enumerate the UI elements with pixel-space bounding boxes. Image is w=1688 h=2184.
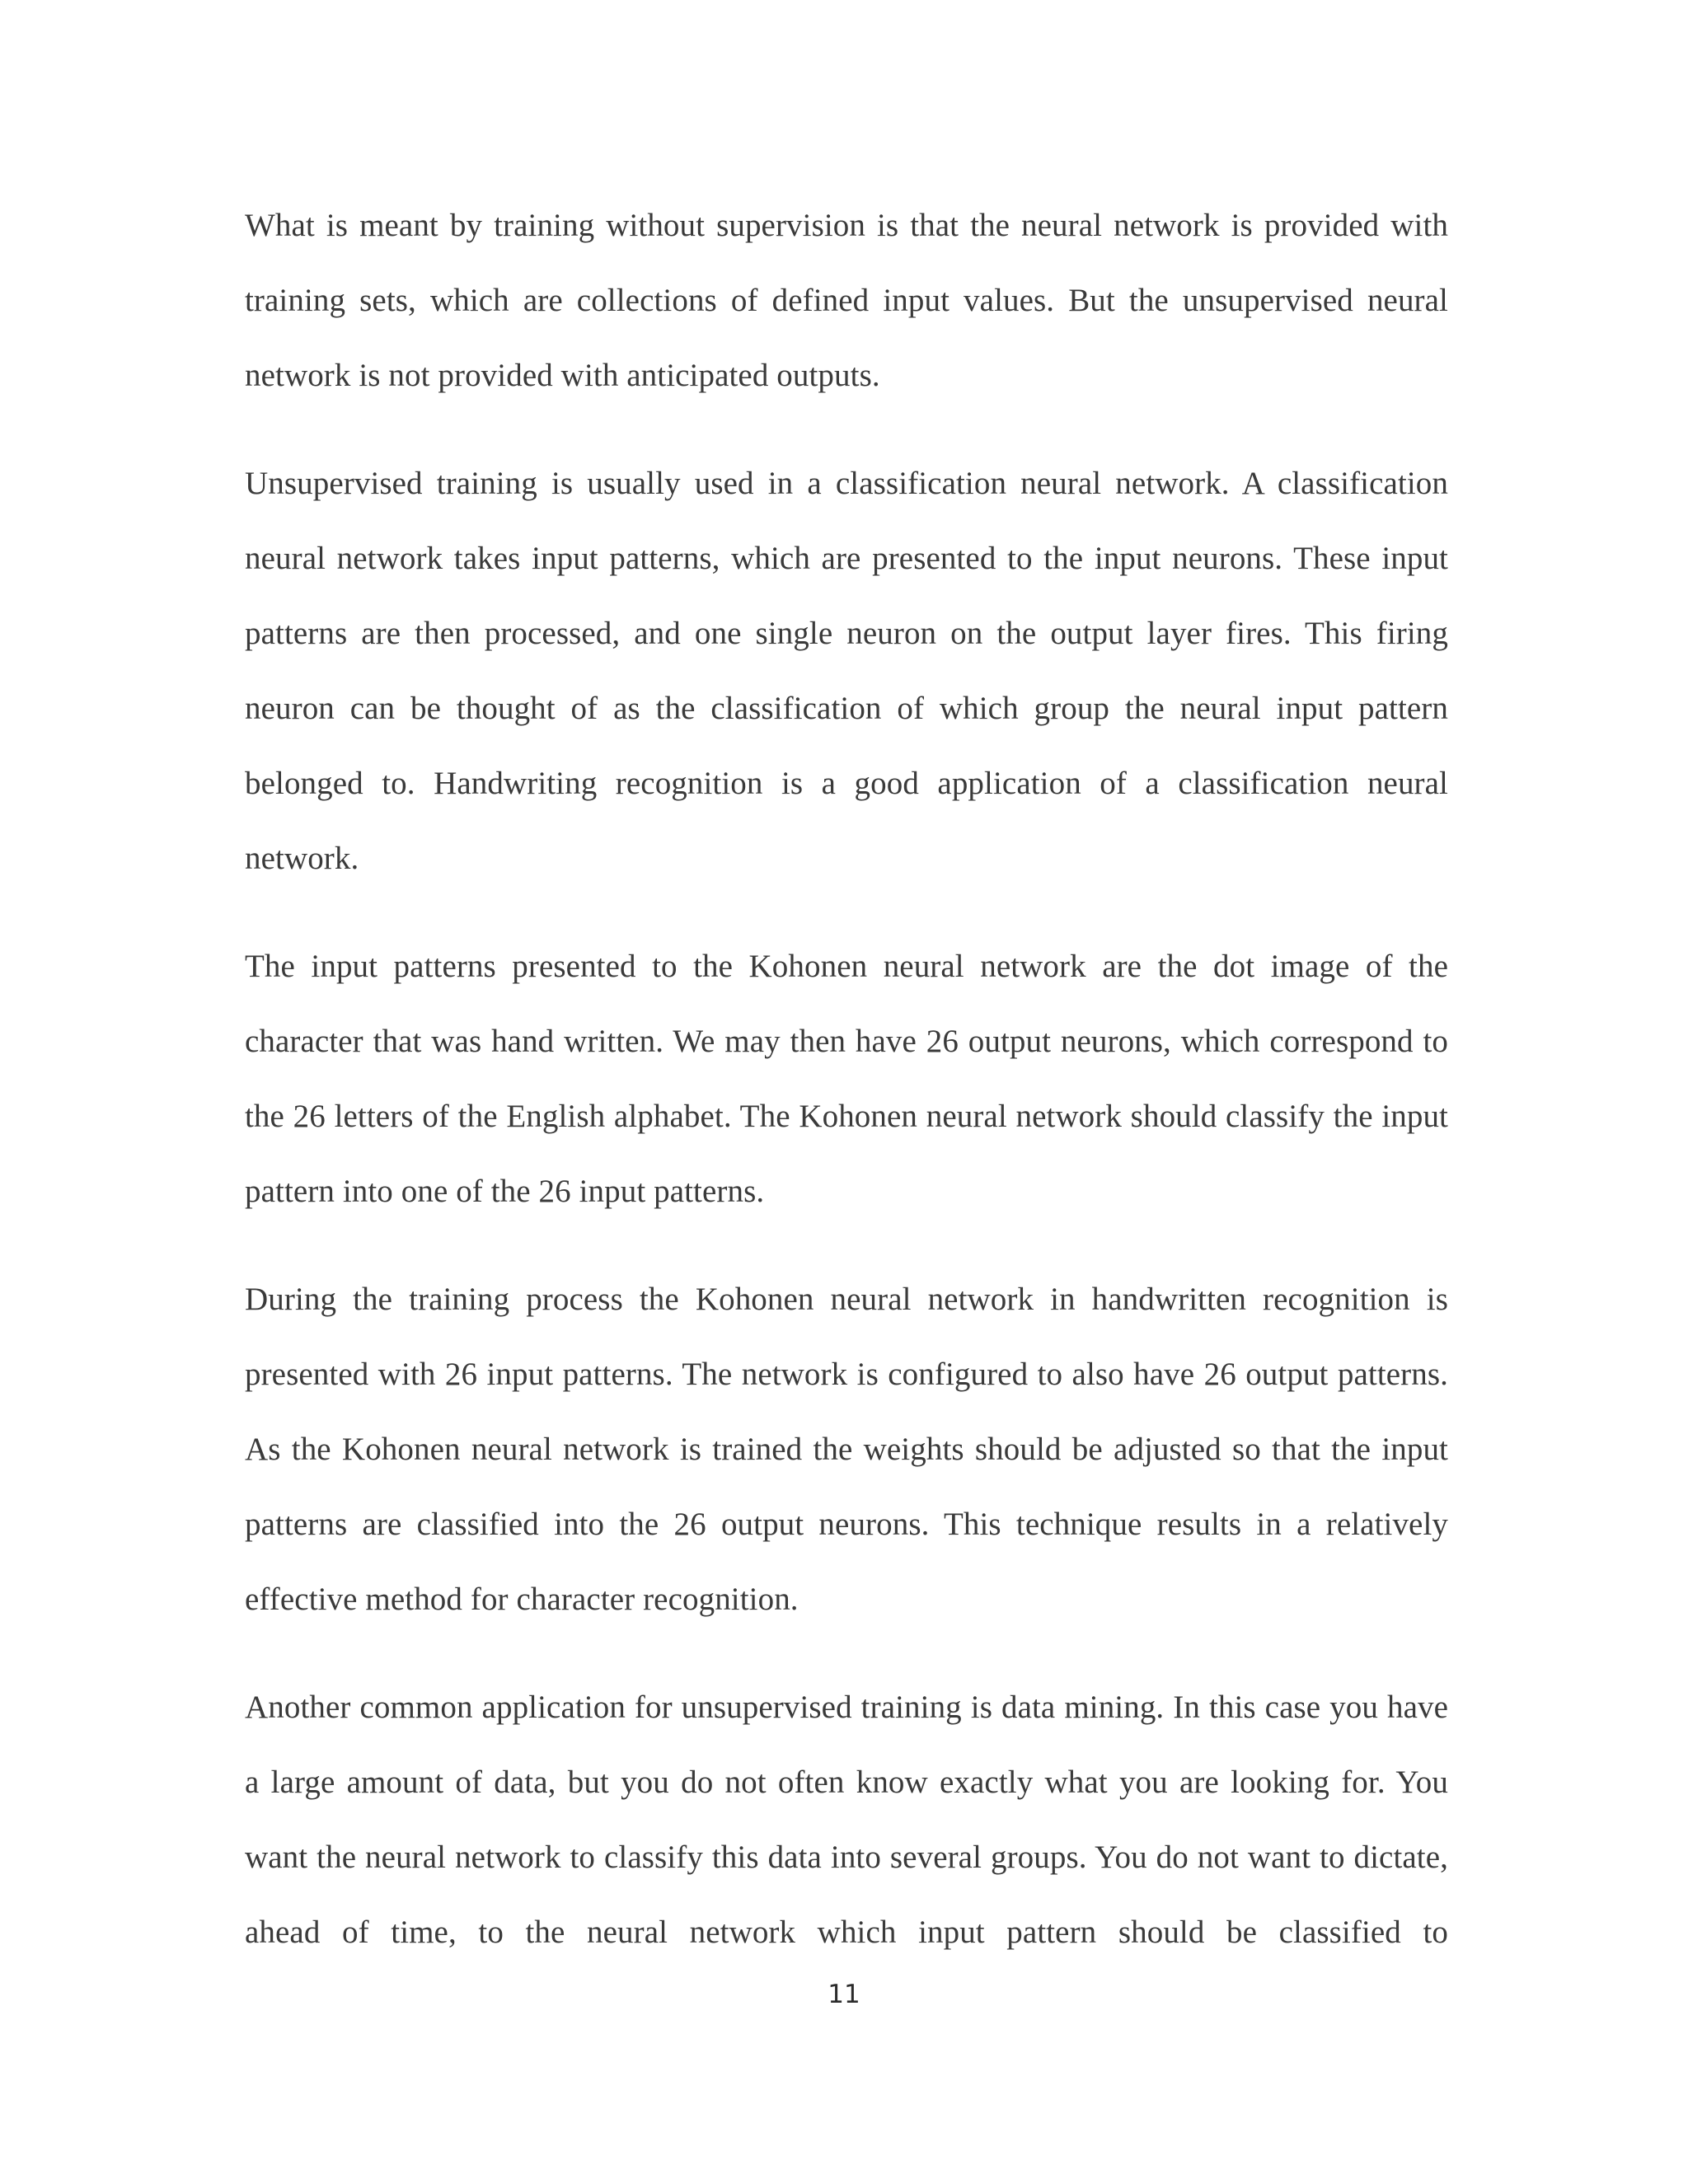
paragraph-unsupervised-definition: What is meant by training without supervision is that the neural network is provided with training sets, which are collections of defined input values. But the unsupervised neural network is not provided with anticipated outputs. [245,208,1448,393]
page-number: 11 [828,1980,860,2009]
paragraph-classification-network: Unsupervised training is usually used in a classification neural network. A classification neural network takes input patterns, which are presented to the input neurons. These input patterns are then processed, and one single neuron on the output layer fires. This firing neuron can be thought of as the classification of which group the neural input pattern belonged to. Handwriting recognition is a good application of a classification neural network. [245,466,1448,876]
paragraph-kohonen-input-patterns: The input patterns presented to the Kohonen neural network are the dot image of the character that was hand written. We may then have 26 output neurons, which correspond to the 26 letters of the English alphabet. The Kohonen neural network should classify the input pattern into one of the 26 input patterns. [245,949,1448,1209]
paragraph-data-mining: Another common application for unsupervised training is data mining. In this case you have a large amount of data, but you do not often know exactly what you are looking for. You want the neural network to classify this data into several groups. You do not want to dictate, ahead of time, to the neural network which input pattern should be classified to [245,1690,1448,1950]
page-body [245,188,1448,1970]
paragraph-training-process: During the training process the Kohonen neural network in handwritten recognition is presented with 26 input patterns. The network is configured to also have 26 output patterns. As the Kohonen neural network is trained the weights should be adjusted so that the input patterns are classified into the 26 output neurons. This technique results in a relatively effective method for character recognition. [245,1282,1448,1617]
